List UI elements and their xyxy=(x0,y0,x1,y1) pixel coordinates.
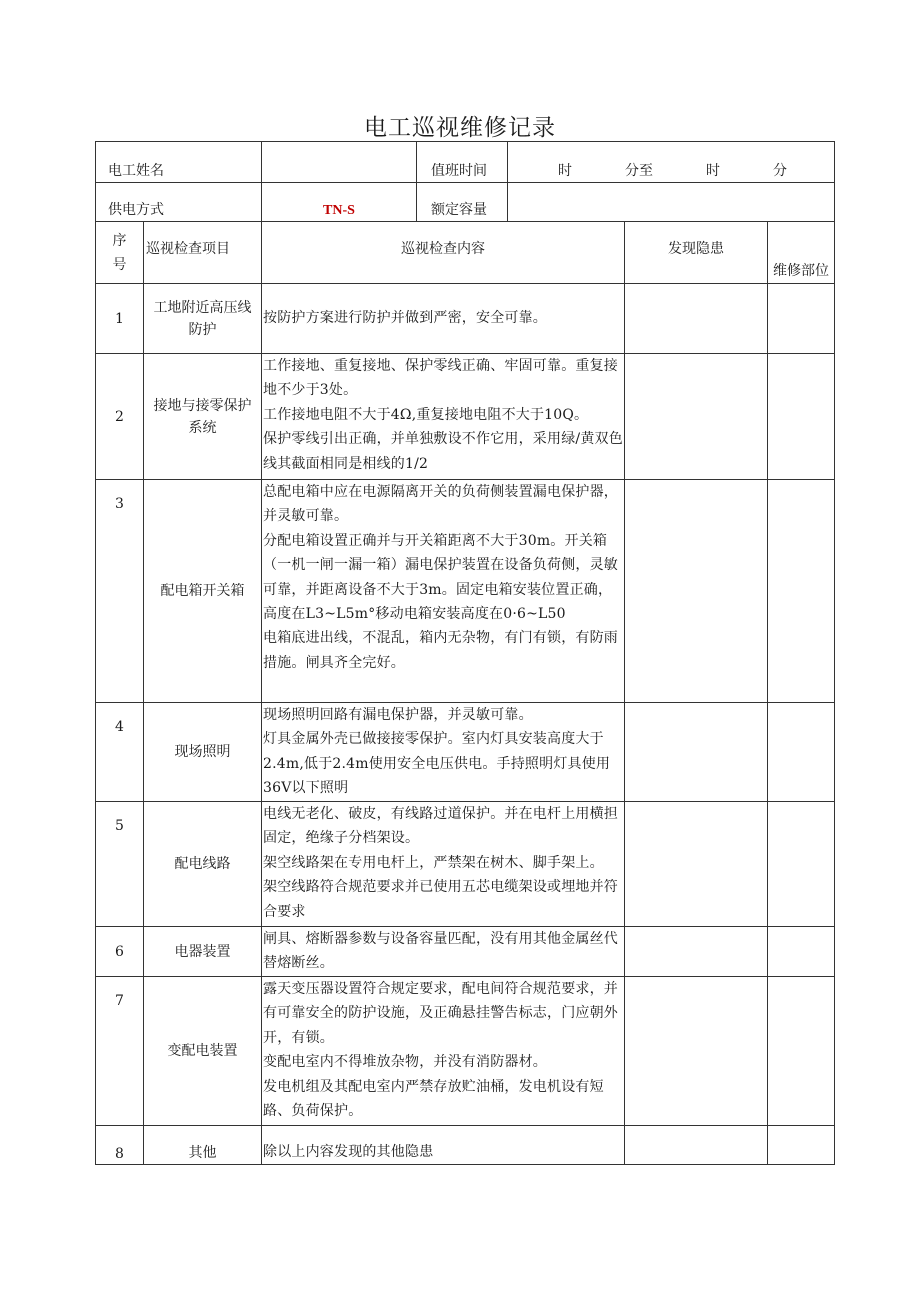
repair-cell[interactable] xyxy=(768,284,835,354)
content-line: 闸具、熔断器参数与设备容量匹配，没有用其他金属丝代替熔断丝。 xyxy=(263,931,618,972)
row-number: 3 xyxy=(96,480,144,703)
row-number: 7 xyxy=(96,977,144,1126)
repair-cell[interactable] xyxy=(768,354,835,480)
inspection-item-text: 现场照明 xyxy=(174,744,231,760)
repair-cell[interactable] xyxy=(768,802,835,927)
inspection-item-text: 变配电装置 xyxy=(167,1043,238,1059)
content-line: 除以上内容发现的其他隐患 xyxy=(263,1143,434,1160)
table-row xyxy=(96,480,835,703)
inspection-item xyxy=(144,480,262,703)
duty-time-label: 值班时间 xyxy=(417,142,508,183)
repair-cell[interactable] xyxy=(768,703,835,802)
header-row-1 xyxy=(96,142,835,183)
content-line: 总配电箱中应在电源隔离开关的负荷侧装置漏电保护器，并灵敏可靠。 xyxy=(263,484,618,525)
inspection-content xyxy=(262,927,625,977)
col-item-header: 巡视检查项目 xyxy=(144,222,262,284)
table-row xyxy=(96,802,835,927)
row-number: 8 xyxy=(96,1126,144,1165)
content-line: 发电机组及其配电室内严禁存放贮油桶，发电机设有短路、负荷保护。 xyxy=(263,1078,604,1120)
content-line: 架空线路架在专用电杆上，严禁架在树木、脚手架上。 xyxy=(263,854,604,871)
inspection-item xyxy=(144,703,262,802)
inspection-content xyxy=(262,977,625,1126)
header-row-2 xyxy=(96,183,835,222)
table-row xyxy=(96,354,835,480)
repair-cell[interactable] xyxy=(768,480,835,703)
inspection-item-text: 接地与接零保护 系统 xyxy=(153,397,252,436)
content-line: 露天变压器设置符合规定要求，配电间符合规范要求，并有可靠安全的防护设施，及正确悬挂警告标志，门应朝外开，有锁。 xyxy=(263,981,618,1046)
repair-cell[interactable] xyxy=(768,1126,835,1165)
content-line: 电线无老化、破皮，有线路过道保护。并在电杆上用横担固定，绝缘子分档架设。 xyxy=(263,806,618,847)
inspection-content xyxy=(262,1126,625,1165)
inspection-item xyxy=(144,354,262,480)
duty-hour-label-1: 时 xyxy=(558,163,572,179)
row-number: 1 xyxy=(96,284,144,354)
duty-time-field[interactable] xyxy=(508,142,835,183)
inspection-item-text: 其他 xyxy=(188,1145,217,1161)
rated-capacity-label: 额定容量 xyxy=(417,183,508,222)
content-line: 保护零线引出正确，并单独敷设不作它用，采用绿/黄双色线其截面相同是相线的1/2 xyxy=(263,431,623,472)
row-number: 6 xyxy=(96,927,144,977)
duty-minute-label: 分 xyxy=(773,163,787,179)
inspection-content xyxy=(262,480,625,703)
hazard-cell[interactable] xyxy=(625,802,768,927)
table-row xyxy=(96,927,835,977)
hazard-cell[interactable] xyxy=(625,480,768,703)
col-repair-header: 维修部位 xyxy=(768,222,835,284)
content-line: 架空线路符合规范要求并已使用五芯电缆架设或埋地并符合要求 xyxy=(263,879,618,920)
hazard-cell[interactable] xyxy=(625,354,768,480)
inspection-item xyxy=(144,927,262,977)
inspection-item xyxy=(144,802,262,927)
content-line: 工作接地电阻不大于4Ω,重复接地电阻不大于10Q。 xyxy=(263,406,589,423)
content-line: 现场照明回路有漏电保护器，并灵敏可靠。 xyxy=(263,707,533,723)
row-number: 2 xyxy=(96,354,144,480)
inspection-item-text: 配电箱开关箱 xyxy=(160,583,245,599)
col-content-header: 巡视检查内容 xyxy=(262,222,625,284)
inspection-item xyxy=(144,284,262,354)
content-line: 按防护方案进行防护并做到严密，安全可靠。 xyxy=(263,310,547,327)
table-row xyxy=(96,284,835,354)
hazard-cell[interactable] xyxy=(625,927,768,977)
inspection-content xyxy=(262,284,625,354)
inspection-item-text: 电器装置 xyxy=(174,943,231,960)
inspection-item xyxy=(144,1126,262,1165)
duty-minute-to-label: 分至 xyxy=(625,163,653,179)
hazard-cell[interactable] xyxy=(625,703,768,802)
table-row xyxy=(96,1126,835,1165)
inspection-item xyxy=(144,977,262,1126)
rated-capacity-field[interactable] xyxy=(508,183,835,222)
content-line: 变配电室内不得堆放杂物，并没有消防器材。 xyxy=(263,1054,547,1071)
duty-hour-label-2: 时 xyxy=(706,163,720,179)
inspection-content xyxy=(262,802,625,927)
content-line: 分配电箱设置正确并与开关箱距离不大于30m。开关箱（一机一闸一漏一箱）漏电保护装置在设备负荷侧，灵敏可靠，并距离设备不大于3m。固定电箱安装位置正确，高度在L3~L5m°移动电箱安装高度在0·6~L50 xyxy=(263,532,618,623)
repair-cell[interactable] xyxy=(768,977,835,1126)
col-seq-label: 序 号 xyxy=(112,232,127,273)
inspection-content xyxy=(262,703,625,802)
hazard-cell[interactable] xyxy=(625,284,768,354)
row-number: 5 xyxy=(96,802,144,927)
repair-cell[interactable] xyxy=(768,927,835,977)
electrician-name-label: 电工姓名 xyxy=(96,142,262,183)
table-row xyxy=(96,703,835,802)
power-supply-label: 供电方式 xyxy=(96,183,262,222)
hazard-cell[interactable] xyxy=(625,977,768,1126)
col-seq-header xyxy=(96,222,144,284)
power-supply-value[interactable]: TN-S xyxy=(262,183,417,222)
page-title: 电工巡视维修记录 xyxy=(364,115,556,141)
inspection-record-table xyxy=(95,141,835,1165)
column-header-row xyxy=(96,222,835,284)
col-hazard-header: 发现隐患 xyxy=(625,222,768,284)
electrician-name-field[interactable] xyxy=(262,142,417,183)
hazard-cell[interactable] xyxy=(625,1126,768,1165)
content-line: 灯具金属外壳已做接接零保护。室内灯具安装高度大于2.4m,低于2.4m使用安全电压供电。手持照明灯具使用36V以下照明 xyxy=(263,731,611,797)
inspection-item-text: 工地附近高压线 防护 xyxy=(153,299,252,338)
table-row xyxy=(96,977,835,1126)
inspection-item-text: 配电线路 xyxy=(174,856,231,872)
content-line: 工作接地、重复接地、保护零线正确、牢固可靠。重复接地不少于3处。 xyxy=(263,358,618,399)
row-number: 4 xyxy=(96,703,144,802)
inspection-content xyxy=(262,354,625,480)
content-line: 电箱底进出线，不混乱，箱内无杂物，有门有锁，有防雨措施。闸具齐全完好。 xyxy=(263,630,618,671)
